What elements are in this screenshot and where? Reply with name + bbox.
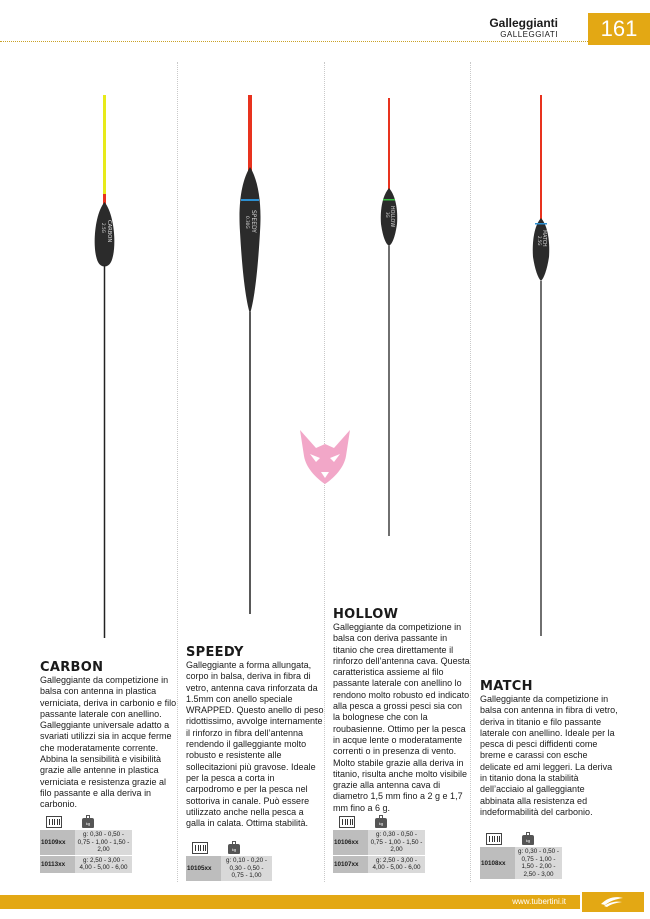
product-name: HOLLOW <box>333 607 399 622</box>
match-float-size: 2.5G <box>537 236 542 246</box>
spec-values: g: 2,50 - 3,00 - 4,00 - 5,00 - 6,00 <box>372 856 421 871</box>
barcode-icon <box>192 842 208 854</box>
match-float-label: MATCH <box>541 230 546 247</box>
carbon-float-image <box>90 90 120 642</box>
hollow-float-size: 3G <box>385 212 390 218</box>
product-description: Galleggiante da competizione in balsa con deriva passante in titanio che crea direttamente il rinforzo dell’antenna cava. Questa caratteristica assieme al filo passante laterale con anellino lo rendono molto robusto ed indicato alla pesca a grossi pesci sia con la bolognese che con la roubasienne. Ottimo per la pesca in acque lente o moderatamente correnti o in presenza di vento. Molto stabile grazie alla deriva in titanio, risulta anche molto visibile grazie alla antenna cava di diametro 1,5 mm fino a 2 g e 1,7 mm fino a 6 g. <box>333 622 470 813</box>
carbon-float-label: CARBON <box>106 220 112 243</box>
match-float-image <box>527 92 557 640</box>
spec-row <box>40 830 132 855</box>
spec-code: 10105xx <box>186 856 221 881</box>
brand-swoosh-icon <box>600 895 624 907</box>
spec-values: g: 2,50 - 3,00 - 4,00 - 5,00 - 6,00 <box>79 856 128 871</box>
spec-code: 10109xx <box>40 830 75 855</box>
section-title: Galleggianti <box>489 16 558 30</box>
speedy-spec-table <box>186 838 272 882</box>
footer-url[interactable]: www.tubertini.it <box>512 897 566 906</box>
spec-values: g: 0,30 - 0,50 - 0,75 - 1,00 - 1,50 - 2,00 - 2,50 - 3,00 <box>518 848 559 878</box>
match-spec-table <box>480 829 562 880</box>
section-subtitle: GALLEGGIATI <box>500 30 558 39</box>
fox-logo-icon <box>294 428 356 490</box>
speedy-float-size: 0.30G <box>245 216 250 229</box>
carbon-float-size: 2.5G <box>101 223 106 233</box>
hollow-float-image <box>375 96 405 540</box>
page-number: 161 <box>588 13 650 45</box>
spec-row <box>333 856 425 873</box>
weight-icon: kg <box>82 818 94 828</box>
carbon-spec-table <box>40 812 132 874</box>
barcode-icon <box>486 833 502 845</box>
spec-code: 10106xx <box>333 830 368 855</box>
weight-icon: kg <box>228 844 240 854</box>
footer-bar <box>0 895 580 909</box>
spec-values: g: 0,10 - 0,20 - 0,30 - 0,50 - 0,75 - 1,00 <box>226 857 267 879</box>
hollow-spec-table <box>333 812 425 874</box>
barcode-icon <box>46 816 62 828</box>
speedy-float-label: SPEEDY <box>250 210 257 233</box>
spec-row <box>480 847 562 879</box>
barcode-icon <box>339 816 355 828</box>
match-product <box>480 679 618 818</box>
spec-code: 10108xx <box>480 847 515 879</box>
spec-code: 10107xx <box>333 856 368 873</box>
spec-values: g: 0,30 - 0,50 - 0,75 - 1,00 - 1,50 - 2,00 <box>370 831 423 853</box>
product-description: Galleggiante da competizione in balsa con antenna in plastica verniciata, deriva in carbonio e filo passante laterale con anellino. Galleggiante universale adatto a svariati utilizzi sia in acque ferme che moderatamente corrente. Abbina la sensibilità e visibilità grazie alle antenne in plastica verniciata e resistenza grazie al filo passante e alla deriva in carbonio. <box>40 675 177 810</box>
hollow-product <box>333 607 471 814</box>
speedy-product <box>186 645 324 829</box>
product-name: MATCH <box>480 679 533 694</box>
hollow-float-label: HOLLOW <box>389 206 394 228</box>
weight-icon: kg <box>375 818 387 828</box>
product-description: Galleggiante da competizione in balsa con antenna in fibra di vetro, deriva in titanio e filo passante laterale con anellino. Ideale per la pesca di pesci diffidenti come breme e carassi con esche delicate ed ami leggeri. La deriva in titanio dona la stabilità dell’acciaio al galleggiante abbinata alla resistenza ed indeformabilità del carbonio. <box>480 694 618 817</box>
header-divider <box>0 41 588 42</box>
product-description: Galleggiante a forma allungata, corpo in balsa, deriva in fibra di vetro, antenna cava rinforzata da 1.5mm con anello speciale WRAPPED. Questo anello di peso ridottissimo, avvolge internamente il rinforzo in fibra dell’antenna rendendo il galleggiante molto robusto e resistente alle sollecitazioni più gravose. Ideale per la pesca a corta in carpodromo e per la pesca nel sottoriva in canale. Può essere utilizzato anche nella pesca a galla in calata. Ottima stabilità. <box>186 660 324 829</box>
spec-row <box>40 856 132 873</box>
weight-icon: kg <box>522 835 534 845</box>
product-name: CARBON <box>40 660 104 675</box>
spec-code: 10113xx <box>40 856 75 873</box>
spec-row <box>186 856 272 881</box>
speedy-float-image <box>236 92 266 618</box>
carbon-product <box>40 660 178 811</box>
spec-row <box>333 830 425 855</box>
product-name: SPEEDY <box>186 645 244 660</box>
spec-values: g: 0,30 - 0,50 - 0,75 - 1,00 - 1,50 - 2,00 <box>77 831 130 853</box>
